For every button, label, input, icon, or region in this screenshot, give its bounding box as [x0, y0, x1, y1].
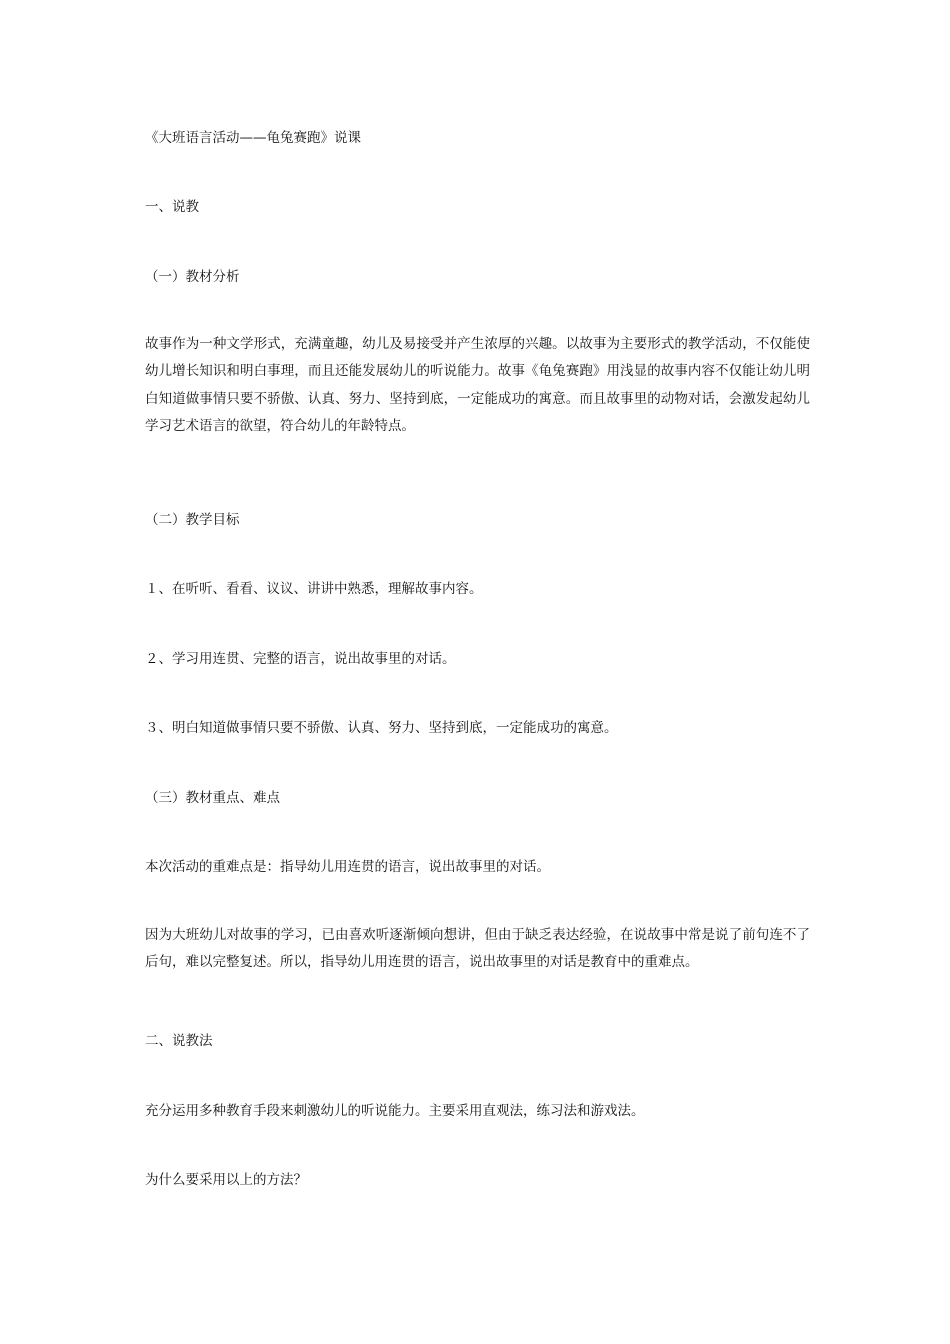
teaching-methods-statement: 充分运用多种教育手段来刺激幼儿的听说能力。主要采用直观法，练习法和游戏法。: [145, 1103, 645, 1119]
key-point-statement: 本次活动的重难点是：指导幼儿用连贯的语言，说出故事里的对话。: [145, 859, 550, 875]
material-analysis-paragraph: 故事作为一种文学形式，充满童趣，幼儿及易接受并产生浓厚的兴趣。以故事为主要形式的教学活动，不仅能使幼儿增长知识和明白事理，而且还能发展幼儿的听说能力。故事《龟兔赛跑》用浅显的故事内容不仅能让幼儿明白知道做事情只要不骄傲、认真、努力、坚持到底，一定能成功的寓意。而且故事里的动物对话，会激发起幼儿学习艺术语言的欲望，符合幼儿的年龄特点。: [145, 336, 810, 434]
teaching-methods-question: 为什么要采用以上的方法？: [145, 1172, 307, 1188]
teaching-goal-1: １、在听听、看看、议议、讲讲中熟悉，理解故事内容。: [145, 581, 483, 597]
teaching-goal-2: ２、学习用连贯、完整的语言，说出故事里的对话。: [145, 651, 456, 667]
document-title: 《大班语言活动——龟兔赛跑》说课: [145, 130, 361, 146]
subsection-heading-teaching-goals: （二）教学目标: [145, 512, 240, 528]
teaching-goal-3: ３、明白知道做事情只要不骄傲、认真、努力、坚持到底，一定能成功的寓意。: [145, 720, 618, 736]
subsection-heading-key-points: （三）教材重点、难点: [145, 790, 280, 806]
subsection-heading-material-analysis: （一）教材分析: [145, 269, 240, 285]
section-heading-shuojiao: 一、说教: [145, 199, 199, 215]
section-heading-teaching-methods: 二、说教法: [145, 1033, 213, 1049]
key-point-reason-paragraph: 因为大班幼儿对故事的学习，已由喜欢听逐渐倾向想讲，但由于缺乏表达经验，在说故事中常是说了前句连不了后句，难以完整复述。所以，指导幼儿用连贯的语言，说出故事里的对话是教育中的重难点。: [145, 927, 810, 971]
